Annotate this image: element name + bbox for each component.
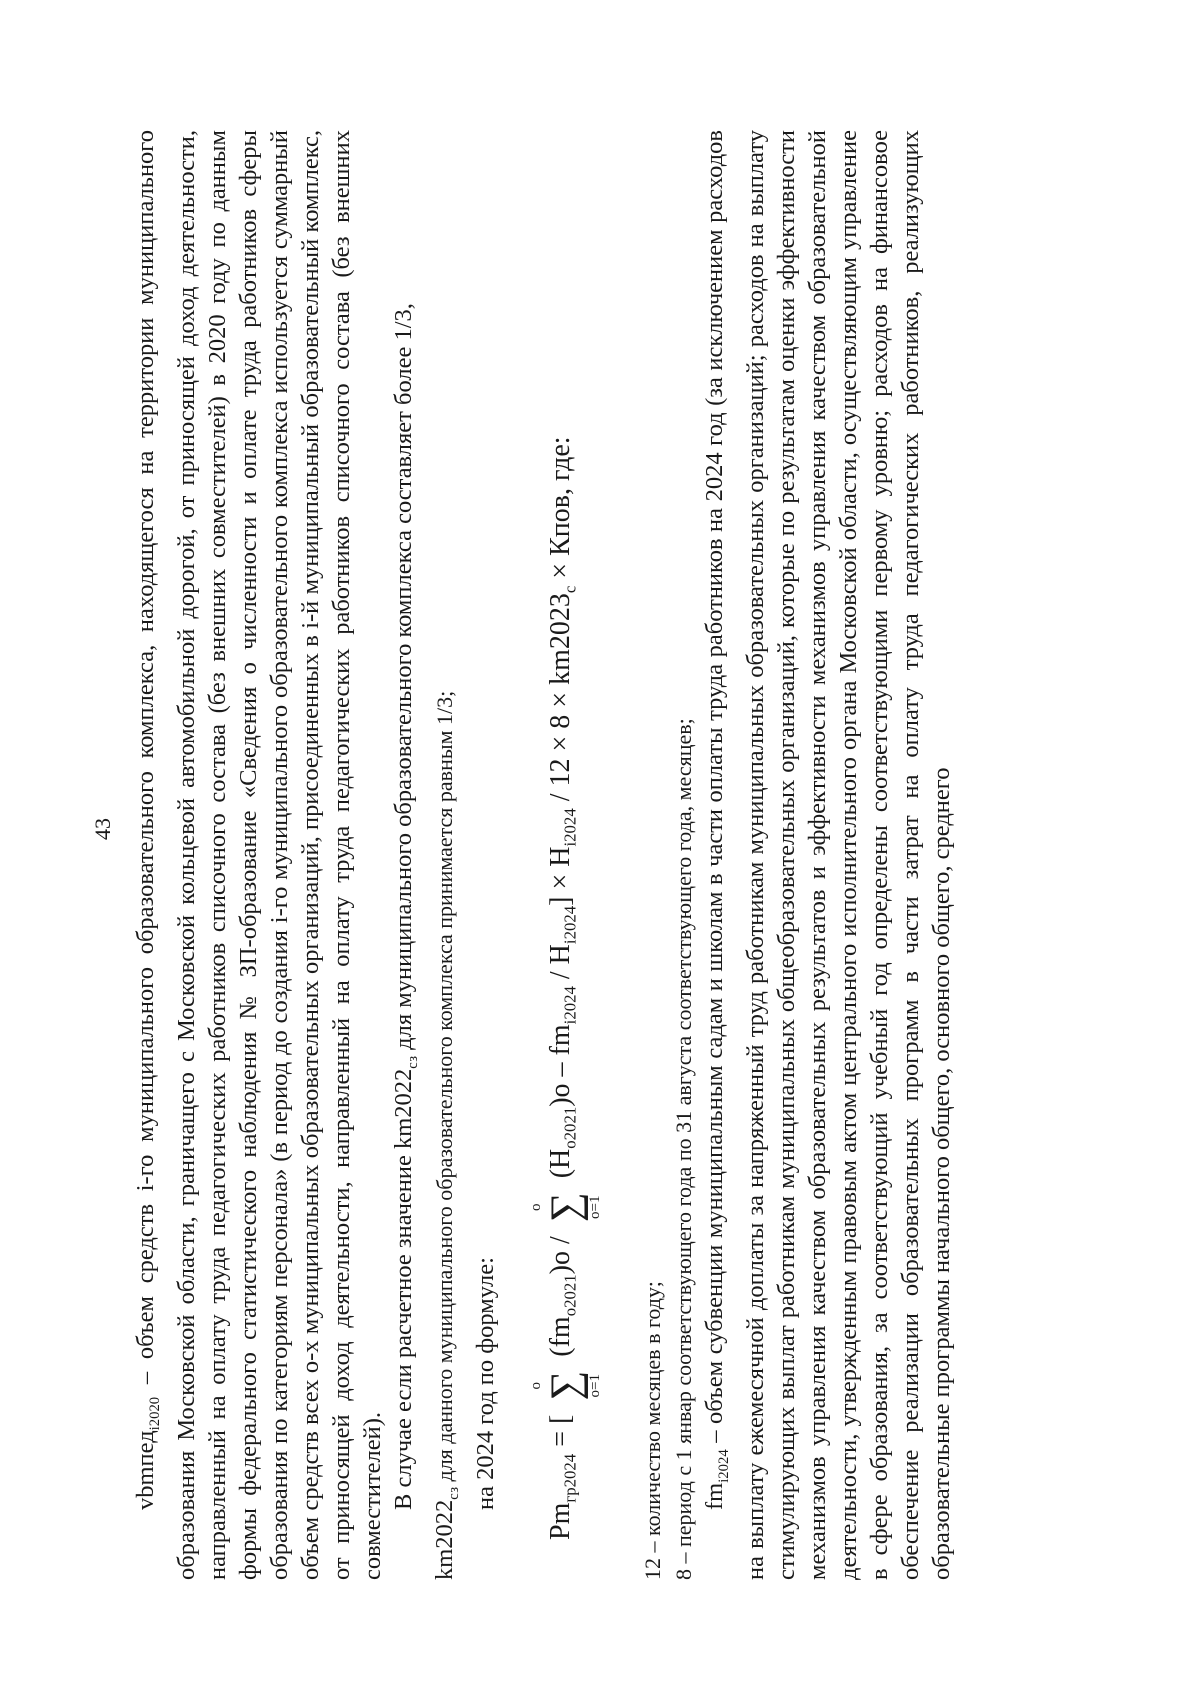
definition-fm: $fm_{i2024}$ – объем субвенции муниципальным садам и школам в части оплаты труда работников на 2024 год (за исключением расходов на выплату ежемесячной доплаты за напряженный труд работникам муниципальных образовательных организаций; расходов на выплату стимулирующих выплат работникам муниципальных общеобразовательных организаций, которые по результатам оценки эффективности механизмов управления качеством образовательных результатов и эффективности механизмов управления качеством образовательной деятельности, утвержденным правовым актом центрального исполнительного органа Московской области, осуществляющим управление в сфере образования, за соответствующий учебный год определены соответствующими первому уровню; расходов на финансовое обеспечение реализации образовательных программ в части затрат на оплату труда педагогических работников, реализующих образовательные программы начального общего, основного общего, среднего xyxy=(700,130,955,1580)
rotated-document-body xyxy=(130,130,1090,1580)
paragraph-formula-intro: на 2024 год по формуле: xyxy=(471,1257,499,1510)
formula-part1: $(fm_{o2021})o$ / xyxy=(545,1236,580,1357)
definition-period: 8 – период с 1 январ соответствующего года по 31 августа соответствующего года, месяцев; xyxy=(670,718,696,1580)
paragraph-vbm: vbmпед$_{i2020}$ – объем средств i-го муниципального образовательного комплекса, находящегося на территории муниципального образования Московской области, граничащего с Московской кольцевой автомобильной дорогой, от приносящей доход деятельности, направленный на оплату труда педагогических работников списочного состава (без внешних совместителей) в 2020 году по данным формы федерального статистического наблюдения № ЗП-образование «Сведения о численности и оплате труда работников сферы образования по категориям персонала» (в период до создания i-го муниципального образовательного комплекса используется суммарный объем средств всех о-х муниципальных образовательных организаций, присоединенных в i-й муниципальный образовательный комплекс, от приносящей доход деятельности, направленный на оплату труда педагогических работников списочного состава (без внешних совместителей). xyxy=(132,130,386,1580)
paragraph-km2022-rule: $km2022_{сз}$ для данного муниципального образовательного комплекса принимается равным 1/3; xyxy=(430,690,462,1580)
formula-part2: $(Н_{o2021})o - fm_{i2024} / Н_{i2024}] \times Н_{i2024} / 12 \times 8 \times km2023_с$ × Кпов, где: xyxy=(545,436,580,1179)
page-number: 43 xyxy=(90,818,115,840)
formula xyxy=(529,130,603,1540)
formula-lhs: $Pm_{гр2024}$ = [ xyxy=(545,1414,580,1540)
definition-months: 12 – количество месяцев в году; xyxy=(639,1281,665,1580)
paragraph-km2022-condition: В случае если расчетное значение $km2022_{сз}$ для муниципального образовательного комплекса составляет более 1/3, xyxy=(389,303,421,1510)
sum-sign: о ∑ o=1 xyxy=(527,1192,603,1223)
sum-sign: о ∑ o=1 xyxy=(527,1370,603,1401)
